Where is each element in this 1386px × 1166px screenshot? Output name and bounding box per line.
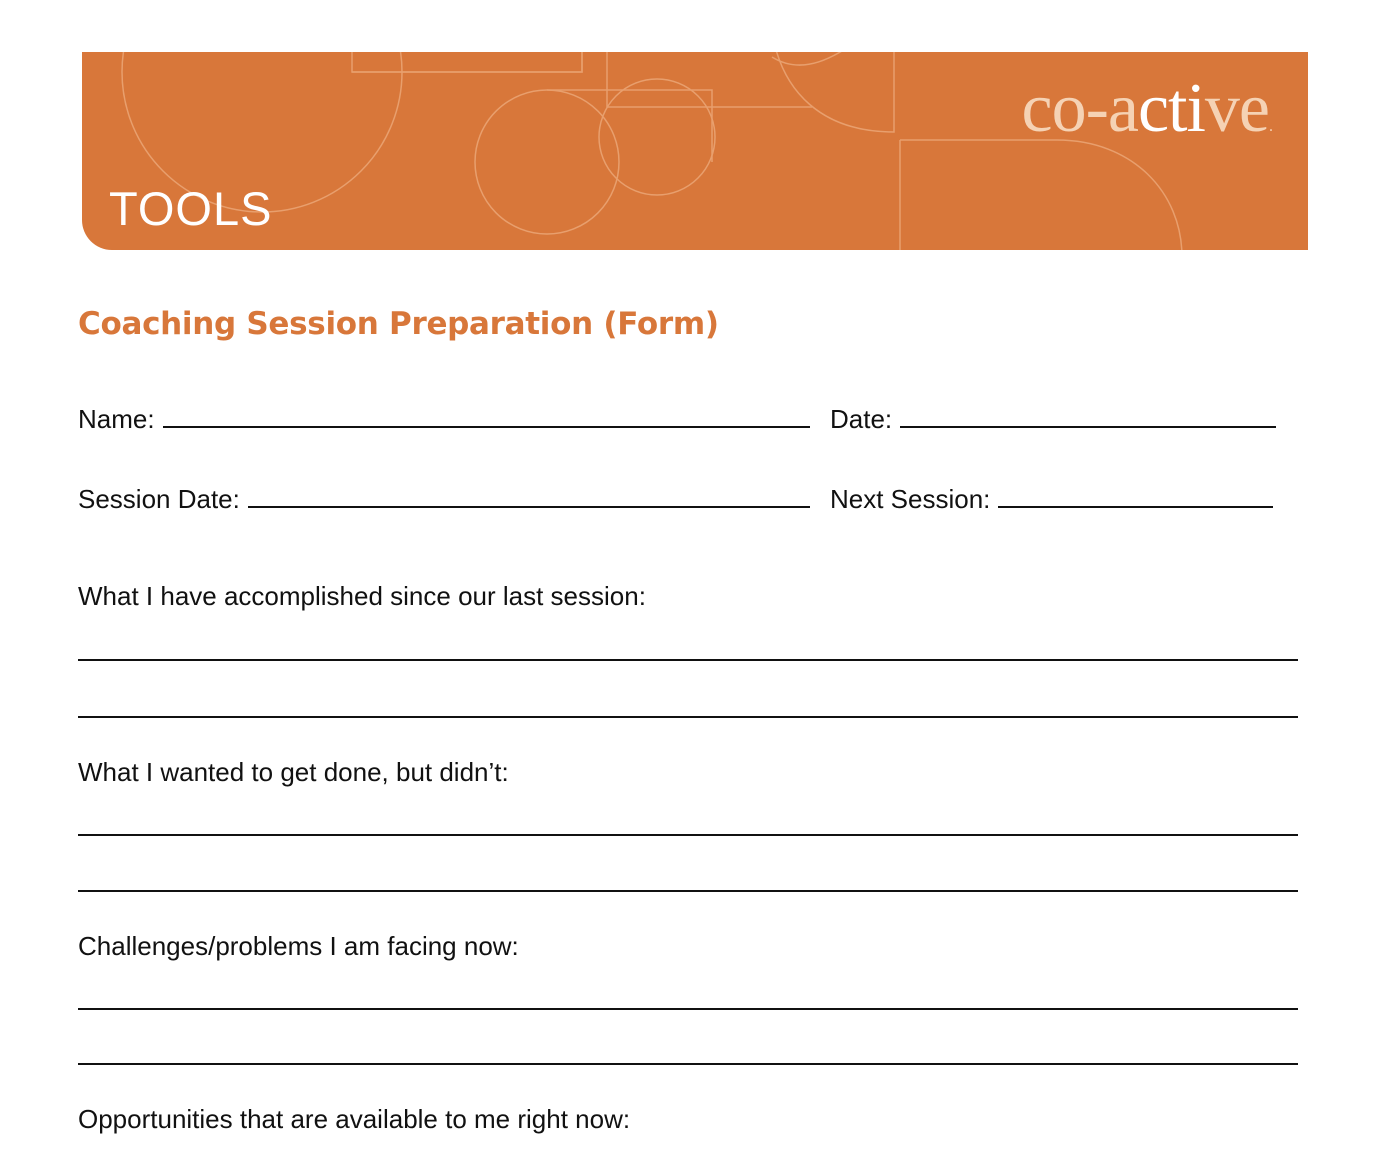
next-session-input-line[interactable] — [998, 484, 1273, 508]
not-done-label: What I wanted to get done, but didn’t: — [78, 757, 509, 787]
next-session-label: Next Session: — [830, 484, 991, 514]
header-banner — [82, 52, 1308, 250]
accomplished-line-1[interactable] — [78, 659, 1298, 661]
name-label: Name: — [78, 404, 155, 434]
challenges-label: Challenges/problems I am facing now: — [78, 931, 519, 961]
next-session-field[interactable] — [830, 484, 1273, 512]
logo-part-1: co-a — [1021, 70, 1138, 147]
session-date-label: Session Date: — [78, 484, 240, 514]
date-label: Date: — [830, 404, 893, 434]
session-date-field[interactable] — [78, 484, 810, 512]
name-input-line[interactable] — [163, 404, 810, 428]
session-date-input-line[interactable] — [248, 484, 810, 508]
accomplished-label: What I have accomplished since our last session: — [78, 581, 646, 611]
logo-mark: . — [1269, 118, 1272, 135]
document-title: Coaching Session Preparation (Form) — [78, 306, 719, 342]
co-active-logo — [1021, 70, 1273, 147]
logo-part-2: cti — [1137, 70, 1205, 147]
challenges-line-2[interactable] — [78, 1063, 1298, 1065]
date-field[interactable] — [830, 404, 1276, 432]
not-done-line-2[interactable] — [78, 890, 1298, 892]
challenges-line-1[interactable] — [78, 1008, 1298, 1010]
logo-part-3: ve — [1204, 70, 1269, 147]
accomplished-line-2[interactable] — [78, 716, 1298, 718]
opportunities-label: Opportunities that are available to me right now: — [78, 1104, 631, 1134]
date-input-line[interactable] — [900, 404, 1276, 428]
name-field[interactable] — [78, 404, 810, 432]
not-done-line-1[interactable] — [78, 834, 1298, 836]
tools-label: TOOLS — [109, 182, 273, 235]
